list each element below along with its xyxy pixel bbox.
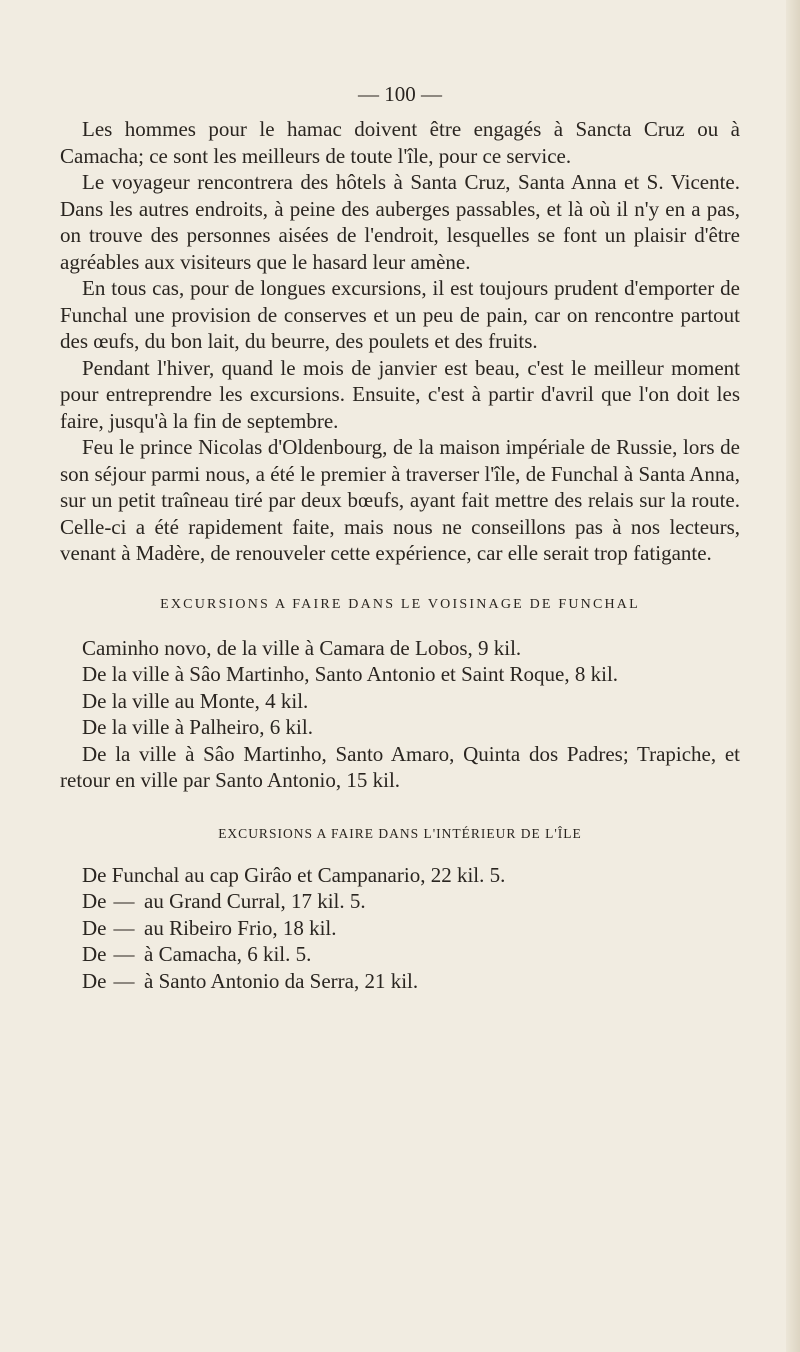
- destination: à Camacha, 6 kil. 5.: [144, 942, 312, 966]
- excursions-voisinage-list: [60, 635, 740, 794]
- paragraph: Feu le prince Nicolas d'Oldenbourg, de la maison impériale de Russie, lors de son séjour parmi nous, a été le premier à traverser l'île, de Funchal à Santa Anna, sur un petit traîneau tiré par deux bœufs, ayant fait mettre des relais sur la route. Celle-ci a été rapidement faite, mais nous ne conseillons pas à nos lecteurs, venant à Madère, de renouveler cette expérience, car elle serait trop fatigante.: [60, 435, 740, 565]
- destination: à Santo Antonio da Serra, 21 kil.: [144, 968, 419, 993]
- paragraph: Les hommes pour le hamac doivent être engagés à Sancta Cruz ou à Camacha; ce sont les meilleurs de toute l'île, pour ce service.: [60, 117, 740, 168]
- de-label: De: [82, 942, 107, 966]
- excursions-interieur-list: [60, 862, 740, 995]
- ditto-dash: —: [113, 915, 135, 940]
- paragraph: Pendant l'hiver, quand le mois de janvier est beau, c'est le meilleur moment pour entreprendre les excursions. Ensuite, c'est à partir d'avril que l'on doit les faire, jusqu'à la fin de septembre.: [60, 355, 740, 433]
- list-item: De la ville à Palheiro, 6 kil.: [82, 715, 313, 739]
- list-item: De la ville à Sâo Martinho, Santo Amaro, Quinta dos Padres; Trapiche, et retour en ville par Santo Antonio, 15 kil.: [60, 741, 740, 792]
- de-label: De: [82, 889, 107, 913]
- page-edge: [786, 0, 800, 1352]
- list-item: [60, 888, 740, 915]
- ditto-dash: —: [113, 968, 135, 993]
- list-item: Caminho novo, de la ville à Camara de Lobos, 9 kil.: [82, 635, 522, 660]
- paragraph: En tous cas, pour de longues excursions, il est toujours prudent d'emporter de Funchal une provision de conserves et un peu de pain, car on rencontre partout des œufs, du bon lait, du beurre, des poulets et des fruits.: [60, 276, 740, 353]
- page-number: — 100 —: [358, 82, 442, 106]
- list-item: De Funchal au cap Girâo et Campanario, 22 kil. 5.: [82, 862, 506, 887]
- section-title-voisinage: EXCURSIONS A FAIRE DANS LE VOISINAGE DE FUNCHAL: [160, 596, 640, 612]
- section-title-interieur: EXCURSIONS A FAIRE DANS L'INTÉRIEUR DE L'ÎLE: [218, 825, 582, 841]
- de-label: De: [82, 968, 107, 993]
- destination: au Grand Curral, 17 kil. 5.: [144, 889, 366, 913]
- paragraph: Le voyageur rencontrera des hôtels à Santa Cruz, Santa Anna et S. Vicente. Dans les autres endroits, à peine des auberges passables, et là où il n'y en a pas, on trouve des personnes aisées de l'endroit, lesquelles se font un plaisir d'être agréables aux visiteurs que le hasard leur amène.: [60, 170, 740, 274]
- list-item: [60, 915, 740, 942]
- list-item: De la ville à Sâo Martinho, Santo Antonio et Saint Roque, 8 kil.: [82, 662, 619, 686]
- de-label: De: [82, 915, 107, 940]
- destination: au Ribeiro Frio, 18 kil.: [144, 915, 337, 940]
- list-item: De la ville au Monte, 4 kil.: [82, 688, 309, 713]
- list-item: [60, 968, 740, 995]
- ditto-dash: —: [113, 942, 135, 966]
- list-item: [60, 941, 740, 968]
- page-body: [60, 116, 740, 994]
- ditto-dash: —: [113, 889, 135, 913]
